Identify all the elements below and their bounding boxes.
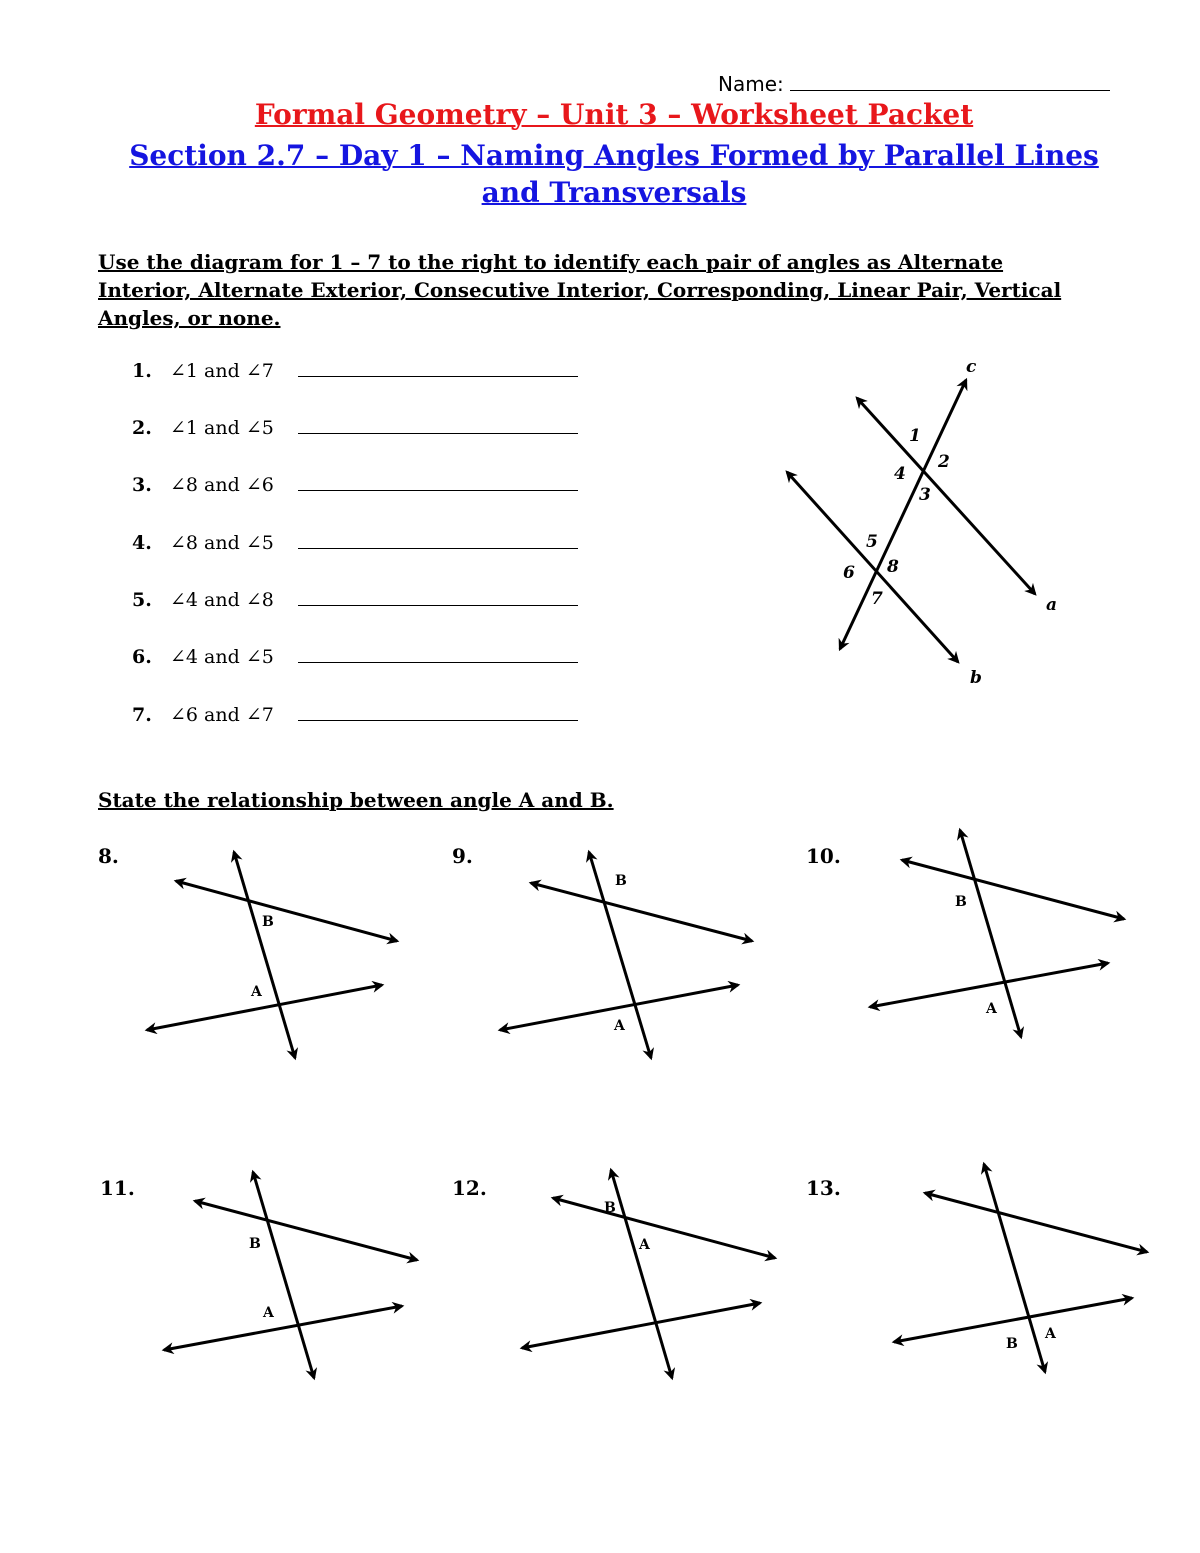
question-text: ∠1 and ∠5: [170, 417, 274, 439]
problem-11-number: 11.: [100, 1176, 135, 1200]
angle-label-4: 4: [894, 464, 906, 484]
question-number: 6.: [132, 646, 152, 668]
problem-13-number: 13.: [806, 1176, 841, 1200]
question-number: 4.: [132, 532, 152, 554]
p13-label-a: A: [1045, 1326, 1056, 1342]
p12-label-a: A: [639, 1237, 650, 1253]
problem-12-diagram: [522, 1170, 775, 1378]
line-label-b: b: [970, 668, 982, 688]
angle-label-6: 6: [843, 563, 855, 583]
angle-label-3: 3: [919, 485, 931, 505]
angle-label-5: 5: [866, 532, 878, 552]
line-b: [787, 472, 958, 662]
question-number: 5.: [132, 589, 152, 611]
p8-label-a: A: [251, 984, 262, 1000]
angle-label-1: 1: [909, 426, 921, 446]
question-number: 2.: [132, 417, 152, 439]
problem-11-diagram: [164, 1172, 417, 1378]
angle-label-2: 2: [938, 452, 950, 472]
angle-label-8: 8: [887, 557, 899, 577]
problem-13-diagram: [894, 1164, 1147, 1372]
p9-label-a: A: [614, 1018, 625, 1034]
problem-9-number: 9.: [452, 844, 473, 868]
p10-label-b: B: [955, 894, 967, 910]
angle-label-7: 7: [871, 589, 883, 609]
line-c: [840, 380, 966, 649]
p11-label-b: B: [249, 1236, 261, 1252]
question-number: 3.: [132, 474, 152, 496]
part1-instructions: Use the diagram for 1 – 7 to the right to identify each pair of angles as Alternate Interior, Alternate Exterior, Consecutive Interior, Corresponding, Linear Pair, Vertical Angles, or none.: [98, 250, 1062, 330]
name-label: Name:: [718, 72, 784, 96]
line-label-c: c: [966, 357, 977, 377]
p13-label-b: B: [1006, 1336, 1018, 1352]
p9-label-b: B: [615, 873, 627, 889]
p11-label-a: A: [263, 1305, 274, 1321]
p10-label-a: A: [986, 1001, 997, 1017]
question-number: 7.: [132, 704, 152, 726]
line-label-a: a: [1046, 595, 1058, 615]
question-number: 1.: [132, 360, 152, 382]
question-text: ∠6 and ∠7: [170, 704, 274, 726]
problem-10-diagram: [870, 830, 1124, 1037]
question-text: ∠1 and ∠7: [170, 360, 274, 382]
problem-12-number: 12.: [452, 1176, 487, 1200]
question-text: ∠4 and ∠8: [170, 589, 274, 611]
question-text: ∠8 and ∠6: [170, 474, 274, 496]
problem-8-diagram: [147, 852, 397, 1058]
worksheet-title: Formal Geometry – Unit 3 – Worksheet Packet: [254, 98, 974, 131]
problem-8-number: 8.: [98, 844, 119, 868]
p8-label-b: B: [262, 914, 274, 930]
question-text: ∠4 and ∠5: [170, 646, 274, 668]
p12-label-b: B: [604, 1200, 616, 1216]
problem-10-number: 10.: [806, 844, 841, 868]
line-a: [857, 398, 1035, 594]
section-subtitle: Section 2.7 – Day 1 – Naming Angles Formed by Parallel Lines and Transversals: [129, 139, 1099, 209]
part2-instructions: State the relationship between angle A and B.: [98, 788, 614, 812]
question-text: ∠8 and ∠5: [170, 532, 274, 554]
